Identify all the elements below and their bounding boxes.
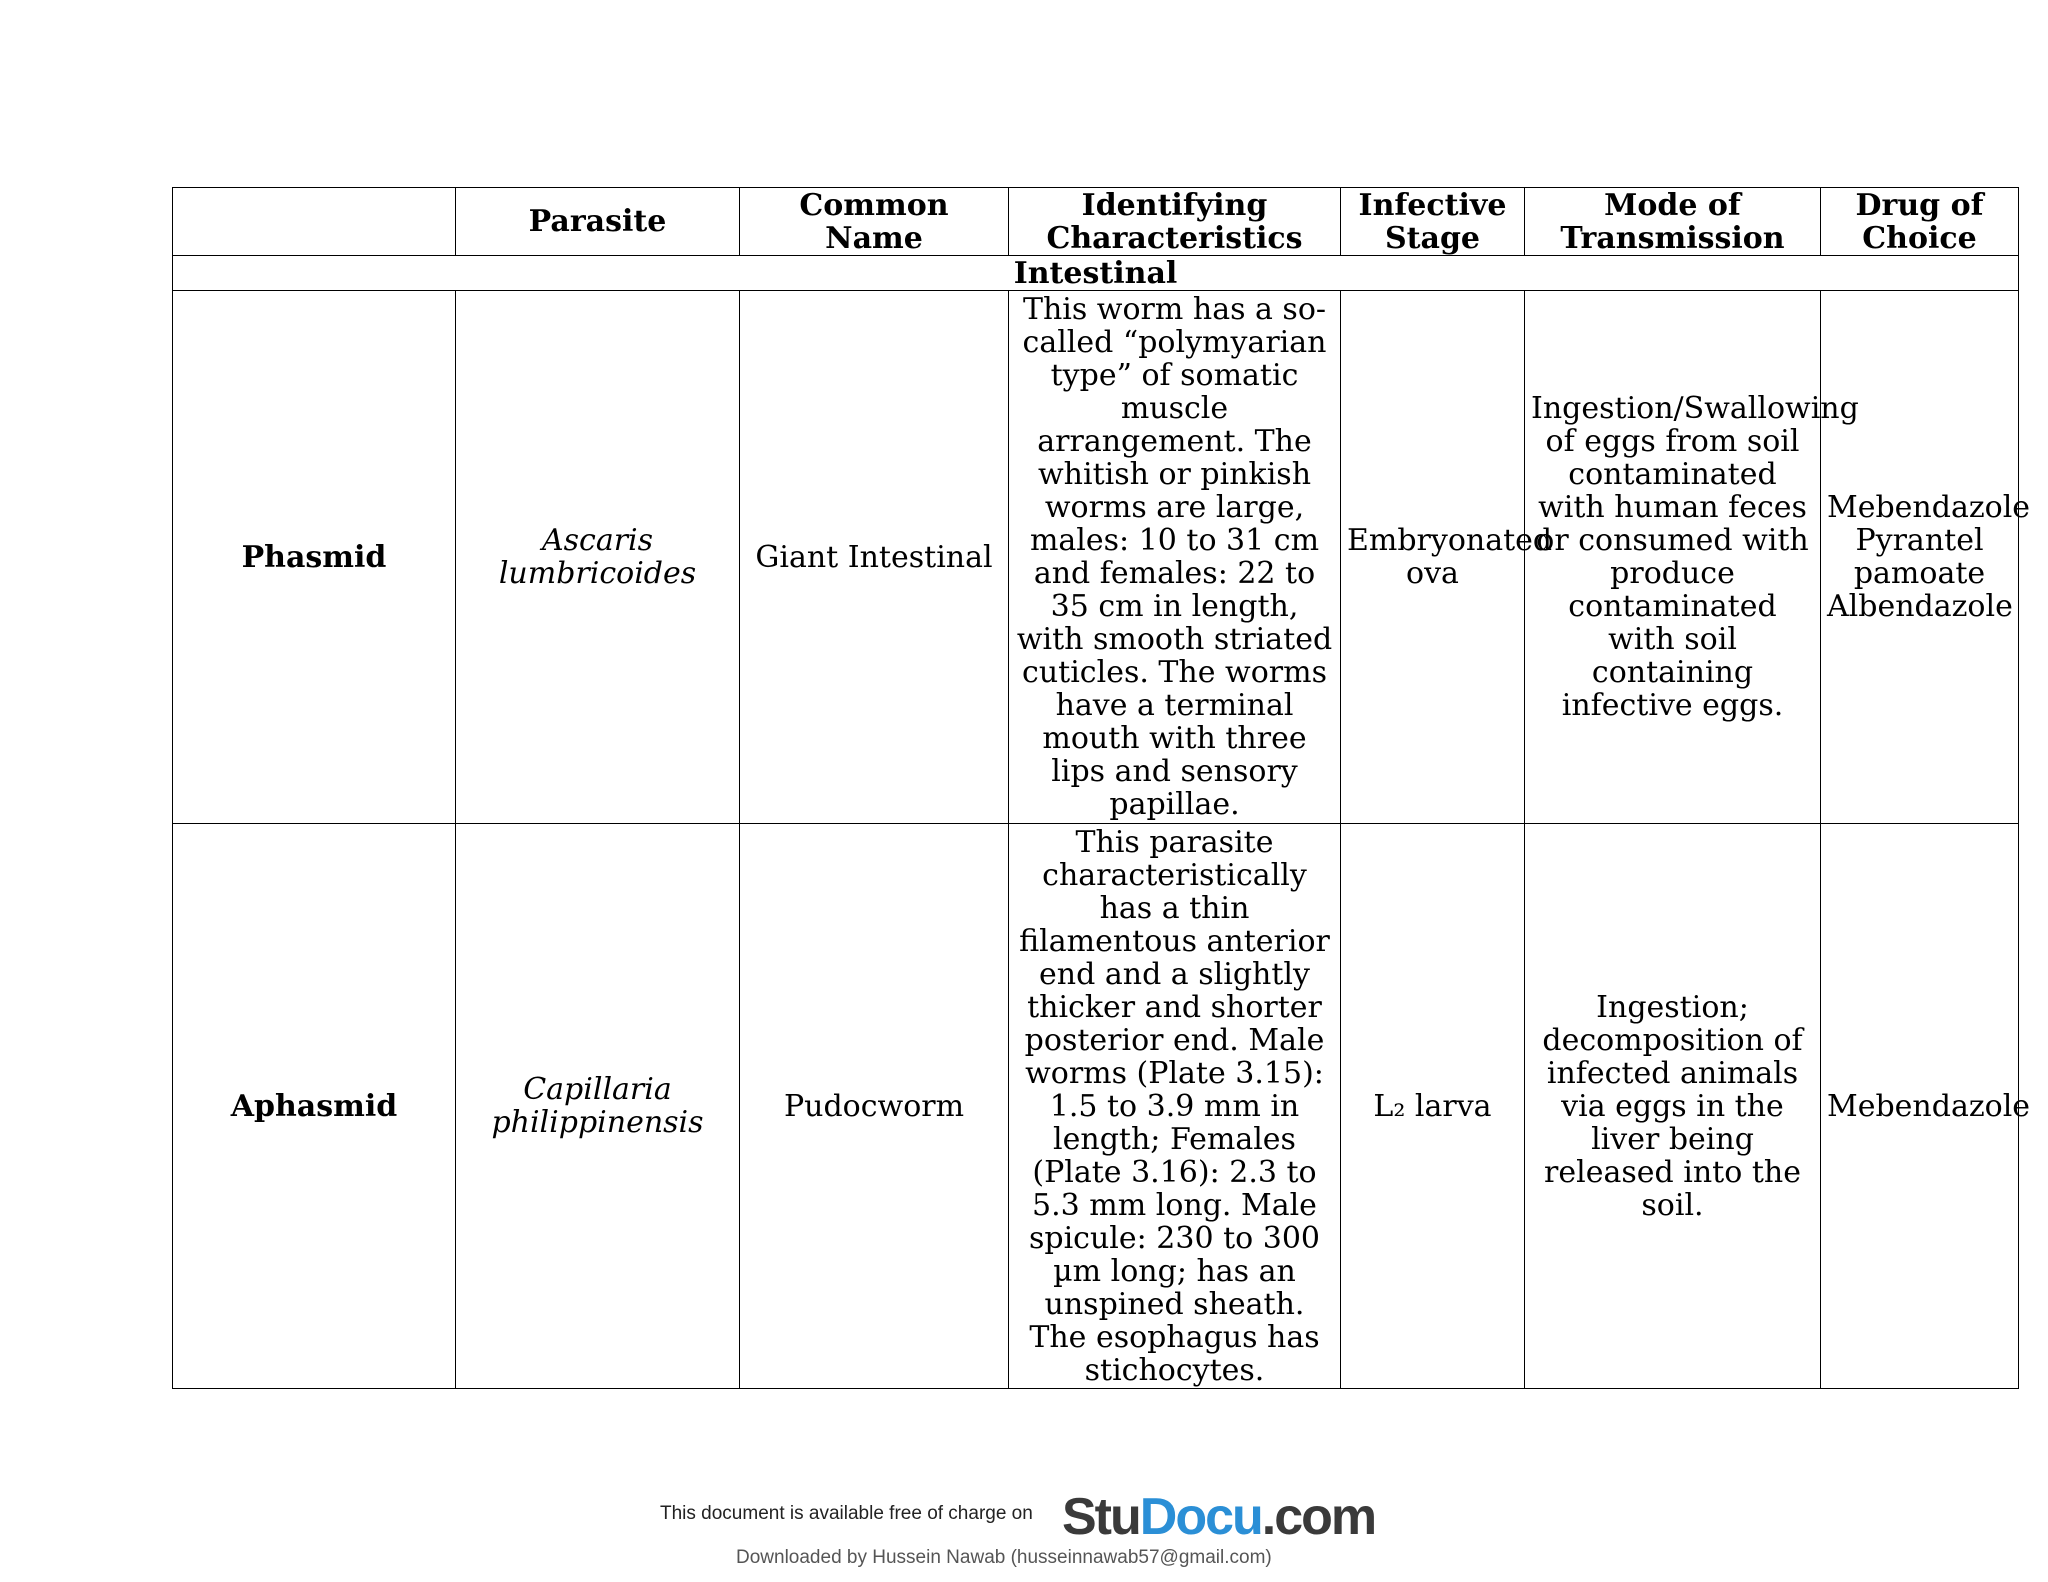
group-cell: Aphasmid — [173, 824, 456, 1389]
studocu-footer — [640, 1475, 1410, 1575]
transmission-cell: Ingestion/Swallowing of eggs from soil contaminated with human feces or consumed with produce contaminated with soil containing infective eggs. — [1525, 291, 1821, 824]
drug-cell: Mebendazole — [1821, 824, 2019, 1389]
parasite-cell: Capillaria philippinensis — [456, 824, 740, 1389]
identifying-cell: This worm has a so-called “polymyarian type” of somatic muscle arrangement. The whitish or pinkish worms are large, males: 10 to 31 cm and females: 22 to 35 cm in length, with smooth striated cuticles. The worms have a terminal mouth with three lips and sensory papillae. — [1009, 291, 1341, 824]
table-row — [173, 824, 2019, 1389]
availability-text: This document is available free of charge on — [660, 1503, 1033, 1524]
transmission-cell: Ingestion; decomposition of infected animals via eggs in the liver being released into the soil. — [1525, 824, 1821, 1389]
header-mode-of-transmission: Mode of Transmission — [1525, 188, 1821, 256]
downloaded-by-text: Downloaded by Hussein Nawab (husseinnawab57@gmail.com) — [736, 1547, 1272, 1568]
common-name-cell: Pudocworm — [740, 824, 1009, 1389]
infective-stage-cell: Embryonated ova — [1341, 291, 1525, 824]
studocu-logo[interactable] — [1062, 1487, 1375, 1547]
header-drug-of-choice: Drug of Choice — [1821, 188, 2019, 256]
common-name-cell: Giant Intestinal — [740, 291, 1009, 824]
table-row — [173, 291, 2019, 824]
infective-stage-cell: L₂ larva — [1341, 824, 1525, 1389]
logo-com: .com — [1261, 1488, 1376, 1546]
header-identifying-characteristics: Identifying Characteristics — [1009, 188, 1341, 256]
drug-cell: Mebendazole Pyrantel pamoate Albendazole — [1821, 291, 2019, 824]
header-row — [173, 188, 2019, 256]
parasite-table — [172, 187, 2031, 1389]
section-row — [173, 256, 2019, 291]
header-parasite: Parasite — [456, 188, 740, 256]
section-title: Intestinal — [173, 256, 2019, 291]
header-infective-stage: Infective Stage — [1341, 188, 1525, 256]
header-blank — [173, 188, 456, 256]
identifying-cell: This parasite characteristically has a thin filamentous anterior end and a slightly thicker and shorter posterior end. Male worms (Plate 3.15): 1.5 to 3.9 mm in length; Females (Plate 3.16): 2.3 to 5.3 mm long. Male spicule: 230 to 300 µm long; has an unspined sheath. The esophagus has stichocytes. — [1009, 824, 1341, 1389]
parasite-cell: Ascaris lumbricoides — [456, 291, 740, 824]
group-cell: Phasmid — [173, 291, 456, 824]
logo-docu: Docu — [1139, 1488, 1262, 1546]
logo-stu: Stu — [1062, 1488, 1140, 1546]
header-common-name: Common Name — [740, 188, 1009, 256]
